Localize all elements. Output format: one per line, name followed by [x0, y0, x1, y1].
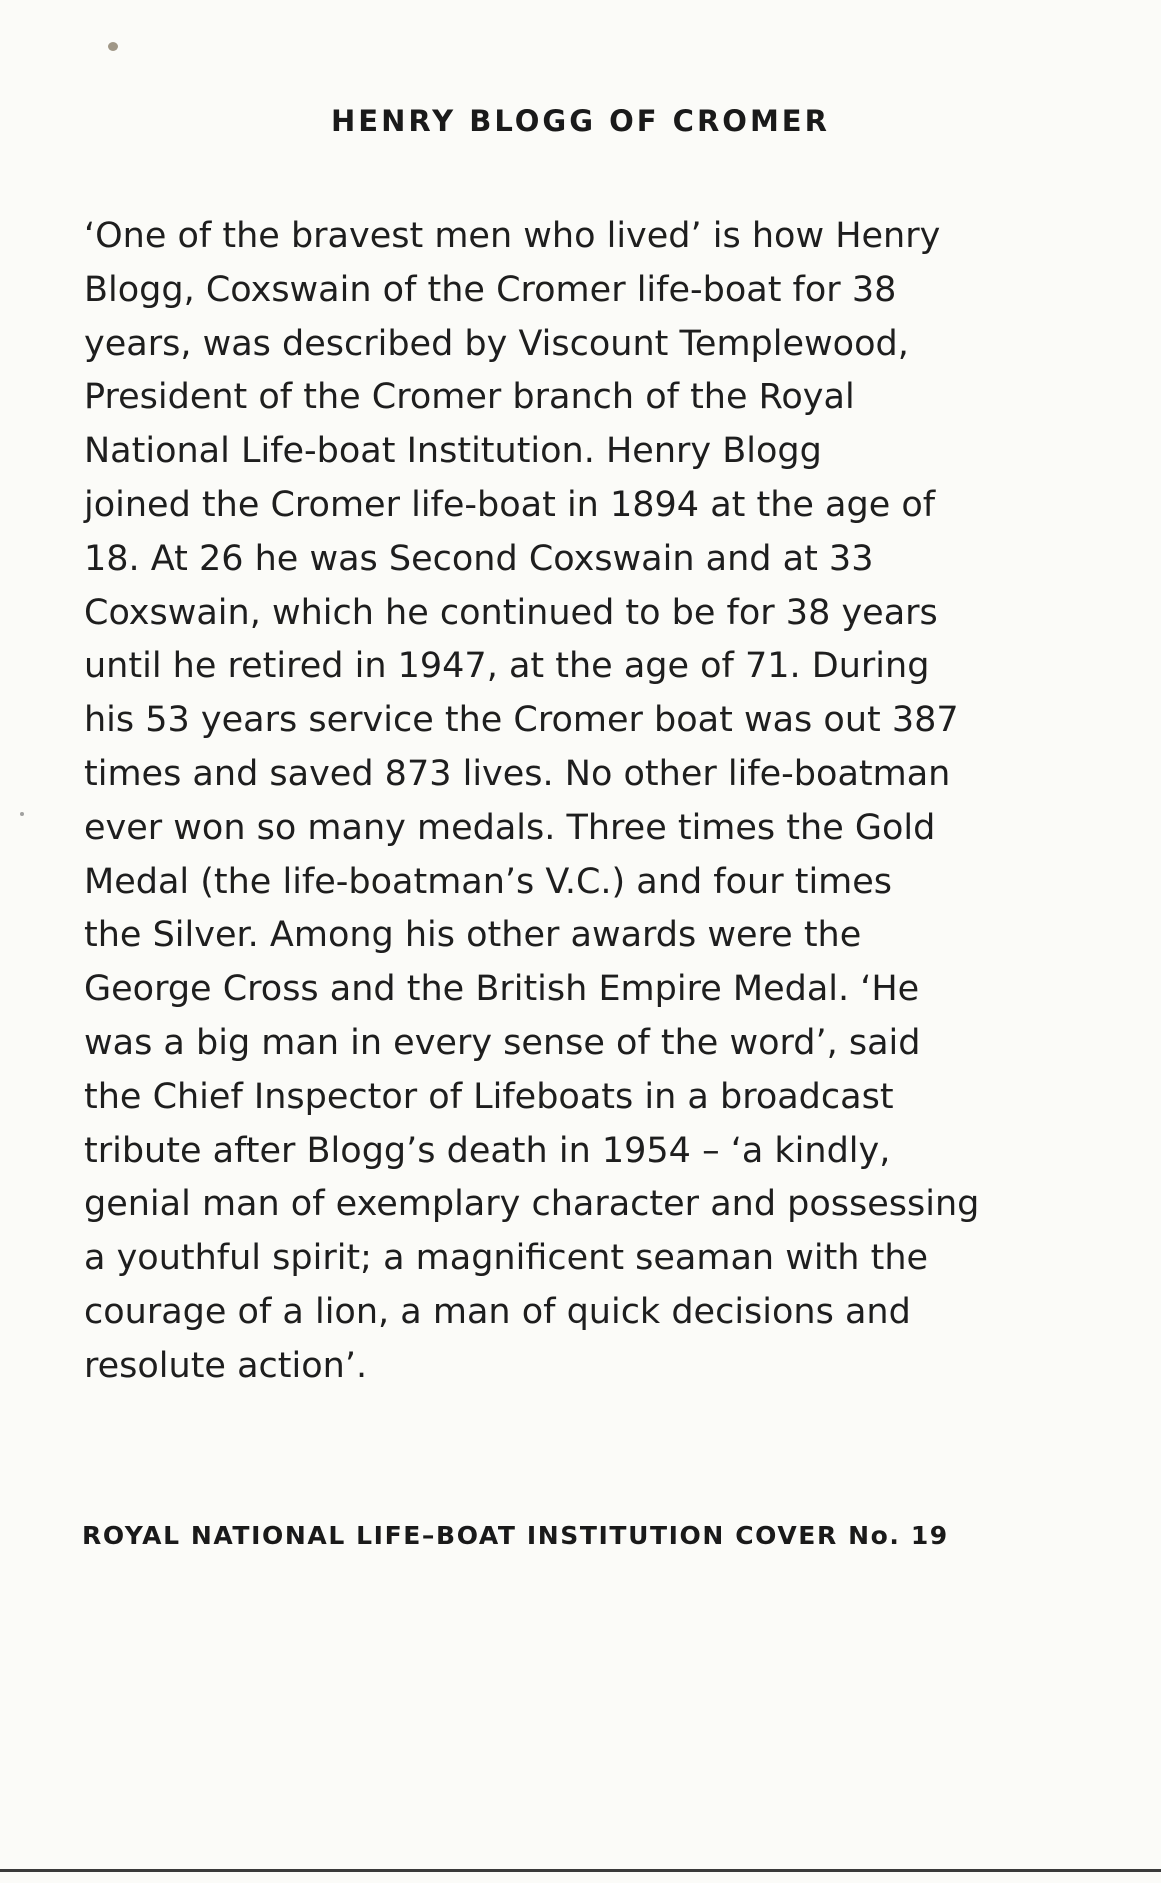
body-line: resolute action’. [84, 1345, 368, 1386]
body-line: until he retired in 1947, at the age of 71. During [84, 646, 930, 687]
body-line: ‘One of the bravest men who lived’ is how Henry [84, 216, 941, 256]
paper-speck-small [20, 812, 24, 816]
body-line: 18. At 26 he was Second Coxswain and at 33 [84, 538, 874, 579]
footer-caption: ROYAL NATIONAL LIFE–BOAT INSTITUTION COVER No. 19 [82, 1521, 949, 1550]
body-line: George Cross and the British Empire Medal. ‘He [84, 969, 920, 1010]
body-line: genial man of exemplary character and possessing [84, 1184, 980, 1225]
body-line: his 53 years service the Cromer boat was out 387 [84, 700, 959, 741]
body-line: years, was described by Viscount Templewood, [84, 323, 909, 364]
body-line: tribute after Blogg’s death in 1954 – ‘a kindly, [84, 1130, 891, 1171]
body-line: a youthful spirit; a magnificent seaman with the [84, 1238, 929, 1279]
body-line: joined the Cromer life-boat in 1894 at the age of [84, 484, 936, 525]
body-line: President of the Cromer branch of the Royal [84, 377, 855, 418]
page-title: HENRY BLOGG OF CROMER [331, 104, 830, 138]
body-line: the Silver. Among his other awards were the [84, 915, 862, 956]
body-line: Blogg, Coxswain of the Cromer life-boat for 38 [84, 269, 897, 310]
body-line: courage of a lion, a man of quick decisions and [84, 1291, 911, 1332]
body-line: Coxswain, which he continued to be for 38 years [84, 592, 938, 633]
body-line: was a big man in every sense of the word’, said [84, 1022, 921, 1063]
body-line: ever won so many medals. Three times the Gold [84, 807, 936, 848]
body-line: times and saved 873 lives. No other life-boatman [84, 753, 951, 794]
body-paragraph [84, 210, 1084, 1394]
paper-speck [108, 42, 118, 51]
bottom-edge-rule [0, 1869, 1161, 1872]
body-line: National Life-boat Institution. Henry Blogg [84, 431, 822, 472]
body-line: Medal (the life-boatman’s V.C.) and four times [84, 861, 893, 902]
body-line: the Chief Inspector of Lifeboats in a broadcast [84, 1076, 894, 1117]
